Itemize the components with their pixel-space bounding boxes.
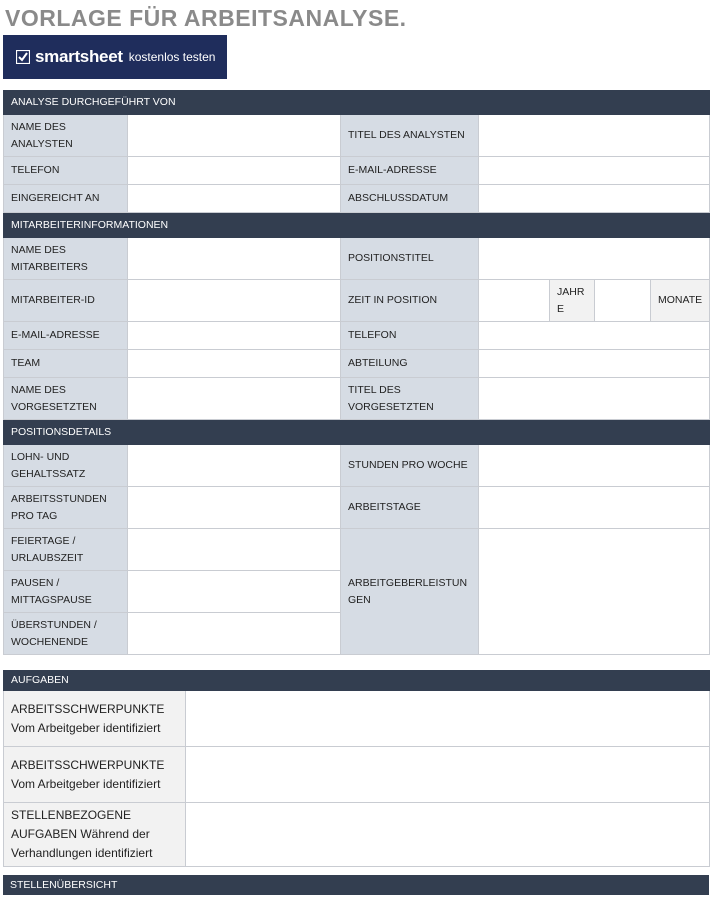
task-input[interactable] <box>186 691 710 747</box>
label-analyst-email: E-MAIL-ADRESSE <box>341 157 479 185</box>
tasks-table <box>3 670 710 867</box>
task-input[interactable] <box>186 747 710 803</box>
task-label <box>4 747 186 803</box>
label-employee-id: MITARBEITER-ID <box>4 280 128 322</box>
section-header-position: POSITIONSDETAILS <box>4 420 710 445</box>
label-time-in-position: ZEIT IN POSITION <box>341 280 479 322</box>
section-header-analysis: ANALYSE DURCHGEFÜHRT VON <box>4 91 710 115</box>
label-hours-day: ARBEITSSTUNDEN PRO TAG <box>4 487 128 529</box>
check-icon <box>16 50 30 64</box>
label-submitted: EINGEREICHT AN <box>4 185 128 213</box>
label-employee-name: NAME DES MITARBEITERS <box>4 238 128 280</box>
label-employee-email: E-MAIL-ADRESSE <box>4 322 128 350</box>
input-years[interactable] <box>479 280 550 322</box>
input-holidays[interactable] <box>128 529 341 571</box>
input-employee-email[interactable] <box>128 322 341 350</box>
task-note: Vom Arbeitgeber identifiziert <box>11 720 161 735</box>
label-wage: LOHN- UND GEHALTSSATZ <box>4 445 128 487</box>
label-hours-week: STUNDEN PRO WOCHE <box>341 445 479 487</box>
logo-cta: kostenlos testen <box>128 50 216 64</box>
input-analyst-title[interactable] <box>479 115 710 157</box>
input-team[interactable] <box>128 350 341 378</box>
task-title: ARBEITSSCHWERPUNKTE <box>11 701 165 716</box>
label-months: MONATE <box>651 280 710 322</box>
input-analyst-name[interactable] <box>128 115 341 157</box>
input-analyst-email[interactable] <box>479 157 710 185</box>
label-breaks: PAUSEN / MITTAGSPAUSE <box>4 571 128 613</box>
input-employee-name[interactable] <box>128 238 341 280</box>
input-supervisor-title[interactable] <box>479 378 710 420</box>
logo-brand: smartsheet <box>35 47 123 66</box>
input-benefits[interactable] <box>479 529 710 655</box>
task-note: Während der Verhandlungen identifiziert <box>11 827 153 860</box>
label-workdays: ARBEITSTAGE <box>341 487 479 529</box>
input-submitted[interactable] <box>128 185 341 213</box>
input-breaks[interactable] <box>128 571 341 613</box>
section-header-tasks: AUFGABEN <box>4 671 710 691</box>
input-employee-id[interactable] <box>128 280 341 322</box>
label-department: ABTEILUNG <box>341 350 479 378</box>
label-overtime: ÜBERSTUNDEN / WOCHENENDE <box>4 613 128 655</box>
input-analyst-phone[interactable] <box>128 157 341 185</box>
input-overtime[interactable] <box>128 613 341 655</box>
label-team: TEAM <box>4 350 128 378</box>
page-title: VORLAGE FÜR ARBEITSANALYSE. <box>5 5 407 31</box>
section-header-overview: STELLENÜBERSICHT <box>3 875 709 895</box>
input-department[interactable] <box>479 350 710 378</box>
task-title: ARBEITSSCHWERPUNKTE <box>11 757 165 772</box>
label-supervisor-title: TITEL DES VORGESETZTEN <box>341 378 479 420</box>
input-workdays[interactable] <box>479 487 710 529</box>
input-supervisor-name[interactable] <box>128 378 341 420</box>
input-employee-phone[interactable] <box>479 322 710 350</box>
smartsheet-logo-button[interactable] <box>3 35 227 79</box>
task-label <box>4 803 186 867</box>
task-input[interactable] <box>186 803 710 867</box>
input-hours-day[interactable] <box>128 487 341 529</box>
label-holidays: FEIERTAGE / URLAUBSZEIT <box>4 529 128 571</box>
label-analyst-name: NAME DES ANALYSTEN <box>4 115 128 157</box>
label-position-title: POSITIONSTITEL <box>341 238 479 280</box>
task-label <box>4 691 186 747</box>
label-supervisor-name: NAME DES VORGESETZTEN <box>4 378 128 420</box>
section-header-employee: MITARBEITERINFORMATIONEN <box>4 213 710 238</box>
input-position-title[interactable] <box>479 238 710 280</box>
label-analyst-phone: TELEFON <box>4 157 128 185</box>
input-months[interactable] <box>595 280 651 322</box>
label-years: JAHRE <box>550 280 595 322</box>
input-completion-date[interactable] <box>479 185 710 213</box>
task-note: Vom Arbeitgeber identifiziert <box>11 776 161 791</box>
input-wage[interactable] <box>128 445 341 487</box>
label-analyst-title: TITEL DES ANALYSTEN <box>341 115 479 157</box>
input-hours-week[interactable] <box>479 445 710 487</box>
label-completion-date: ABSCHLUSSDATUM <box>341 185 479 213</box>
analysis-form-table <box>3 90 710 655</box>
label-employee-phone: TELEFON <box>341 322 479 350</box>
label-benefits: ARBEITGEBERLEISTUNGEN <box>341 529 479 655</box>
task-title: STELLENBEZOGENE AUFGABEN <box>11 808 132 841</box>
